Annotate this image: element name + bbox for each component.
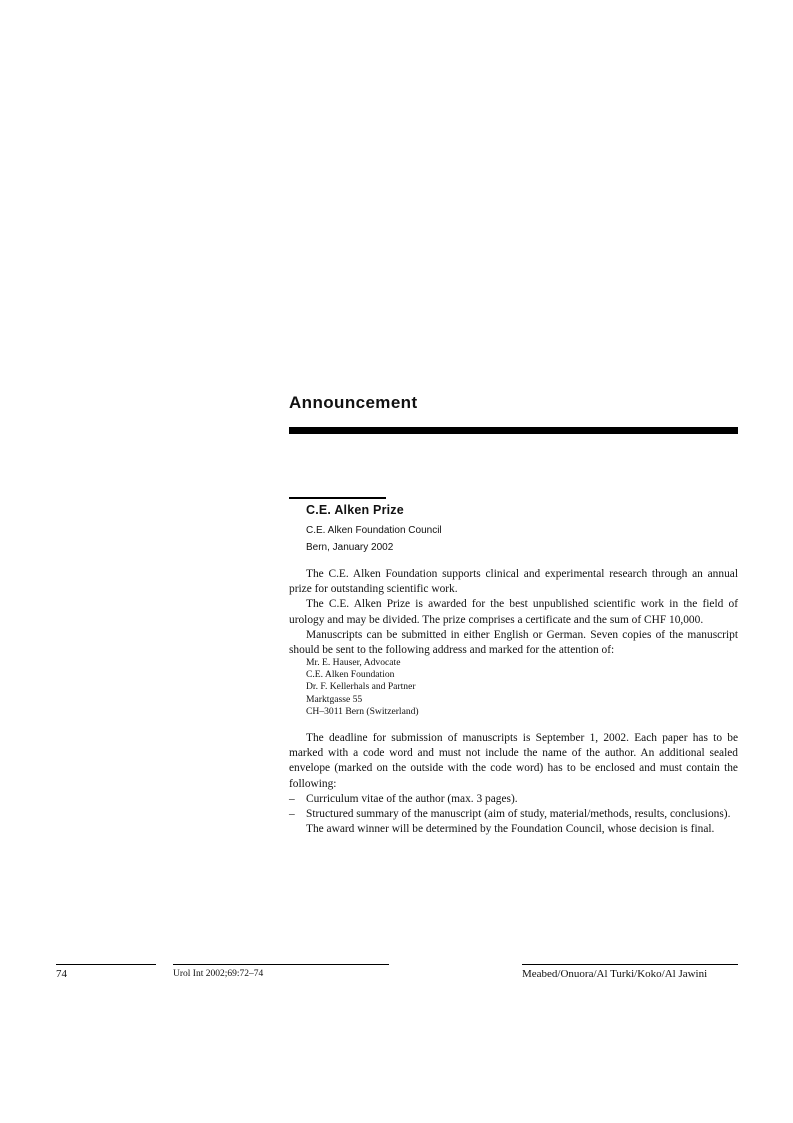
intro-text	[289, 567, 738, 658]
article-organization: C.E. Alken Foundation Council	[306, 525, 442, 536]
footer-rule-authors	[522, 964, 738, 965]
footer-rule-journal	[173, 964, 389, 965]
running-authors: Meabed/Onuora/Al Turki/Koko/Al Jawini	[522, 968, 708, 980]
article-date: Bern, January 2002	[306, 542, 394, 553]
requirement-item	[289, 807, 738, 822]
article-title: C.E. Alken Prize	[306, 503, 404, 517]
page-number: 74	[56, 968, 67, 980]
footer-rule-page	[56, 964, 156, 965]
list-dash: –	[289, 808, 295, 821]
address-line: Mr. E. Hauser, Advocate	[306, 657, 401, 668]
list-dash: –	[289, 792, 295, 805]
intro-paragraph: Manuscripts can be submitted in either English or German. Seven copies of the manuscript should be sent to the following address and marked for the attention of:	[289, 628, 738, 657]
journal-citation: Urol Int 2002;69:72–74	[173, 969, 264, 979]
mailing-address	[306, 657, 419, 718]
address-line: C.E. Alken Foundation	[306, 669, 395, 681]
article-rule	[289, 497, 386, 499]
closing-paragraph: The award winner will be determined by the Foundation Council, whose decision is final.	[306, 823, 715, 836]
submission-text	[289, 731, 738, 837]
requirement-text: Curriculum vitae of the author (max. 3 pages).	[306, 792, 518, 805]
intro-paragraph: The C.E. Alken Foundation supports clinical and experimental research through an annual prize for outstanding scientific work.	[289, 568, 738, 596]
section-rule	[289, 427, 738, 434]
requirement-item	[289, 792, 738, 807]
address-line: Dr. F. Kellerhals and Partner	[306, 681, 416, 693]
section-title: Announcement	[289, 393, 418, 412]
intro-paragraph: The C.E. Alken Prize is awarded for the best unpublished scientific work in the field of urology and may be divided. The prize comprises a certificate and the sum of CHF 10,000.	[289, 598, 738, 626]
requirement-text: Structured summary of the manuscript (aim of study, material/methods, results, conclusions).	[306, 808, 731, 821]
deadline-paragraph: The deadline for submission of manuscripts is September 1, 2002. Each paper has to be marked with a code word and must not include the name of the author. An additional sealed envelope (marked on the outside with the code word) has to be enclosed and must contain the following:	[289, 732, 738, 790]
address-line: Marktgasse 55	[306, 693, 363, 705]
address-line: CH–3011 Bern (Switzerland)	[306, 705, 419, 717]
